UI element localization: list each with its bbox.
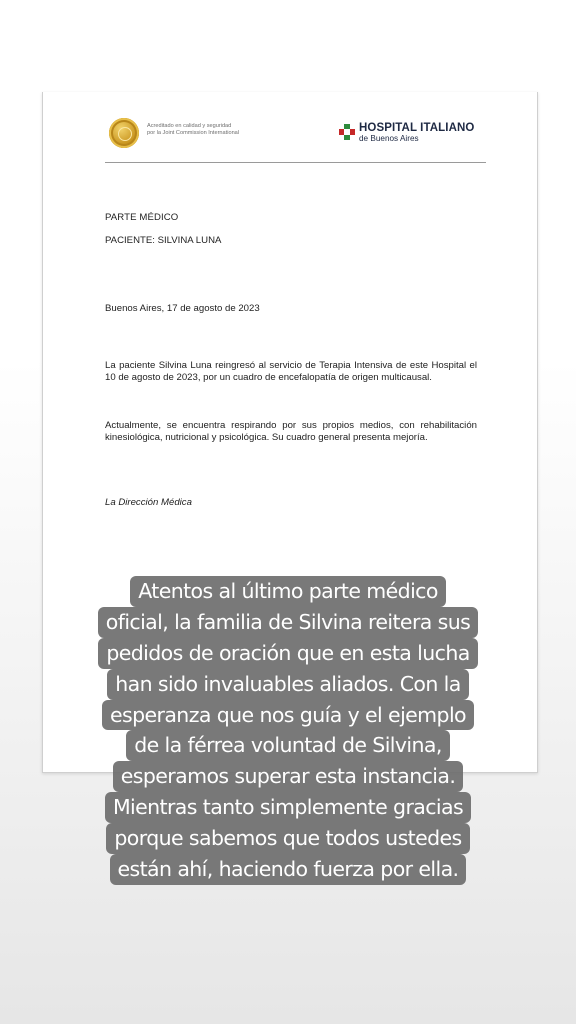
caption-line: Atentos al último parte médico — [130, 576, 446, 607]
hospital-logo — [339, 122, 479, 146]
report-date: Buenos Aires, 17 de agosto de 2023 — [105, 303, 260, 314]
report-paragraph-2: Actualmente, se encuentra respirando por sus propios medios, con rehabilitación kinesiológica, nutricional y psicológica. Su cuadro general presenta mejoría. — [105, 420, 477, 444]
document-header — [105, 118, 485, 162]
story-caption — [96, 576, 480, 885]
caption-line: están ahí, haciendo fuerza por ella. — [110, 854, 467, 885]
caption-line: pedidos de oración que en esta lucha — [98, 638, 477, 669]
report-signature: La Dirección Médica — [105, 497, 192, 508]
caption-line: esperanza que nos guía y el ejemplo — [102, 700, 474, 731]
patient-name: PACIENTE: SILVINA LUNA — [105, 235, 222, 246]
header-divider — [105, 162, 486, 163]
accreditation-text: Acreditado en calidad y seguridad por la Joint Commission International — [147, 123, 240, 136]
caption-line: porque sabemos que todos ustedes — [106, 823, 469, 854]
report-title: PARTE MÉDICO — [105, 212, 179, 223]
caption-line: esperamos superar esta instancia. — [113, 761, 463, 792]
hospital-subtitle: de Buenos Aires — [359, 134, 419, 143]
caption-line: han sido invaluables aliados. Con la — [107, 669, 468, 700]
report-paragraph-1: La paciente Silvina Luna reingresó al servicio de Terapia Intensiva de este Hospital el 10 de agosto de 2023, por un cuadro de encefalopatía de origen multicausal. — [105, 360, 477, 384]
caption-line: oficial, la familia de Silvina reitera sus — [98, 607, 478, 638]
hospital-name: HOSPITAL ITALIANO — [359, 122, 475, 134]
caption-line: Mientras tanto simplemente gracias — [105, 792, 471, 823]
caption-line: de la férrea voluntad de Silvina, — [126, 730, 450, 761]
hospital-cross-icon — [339, 124, 355, 140]
jci-seal-icon — [109, 118, 139, 148]
